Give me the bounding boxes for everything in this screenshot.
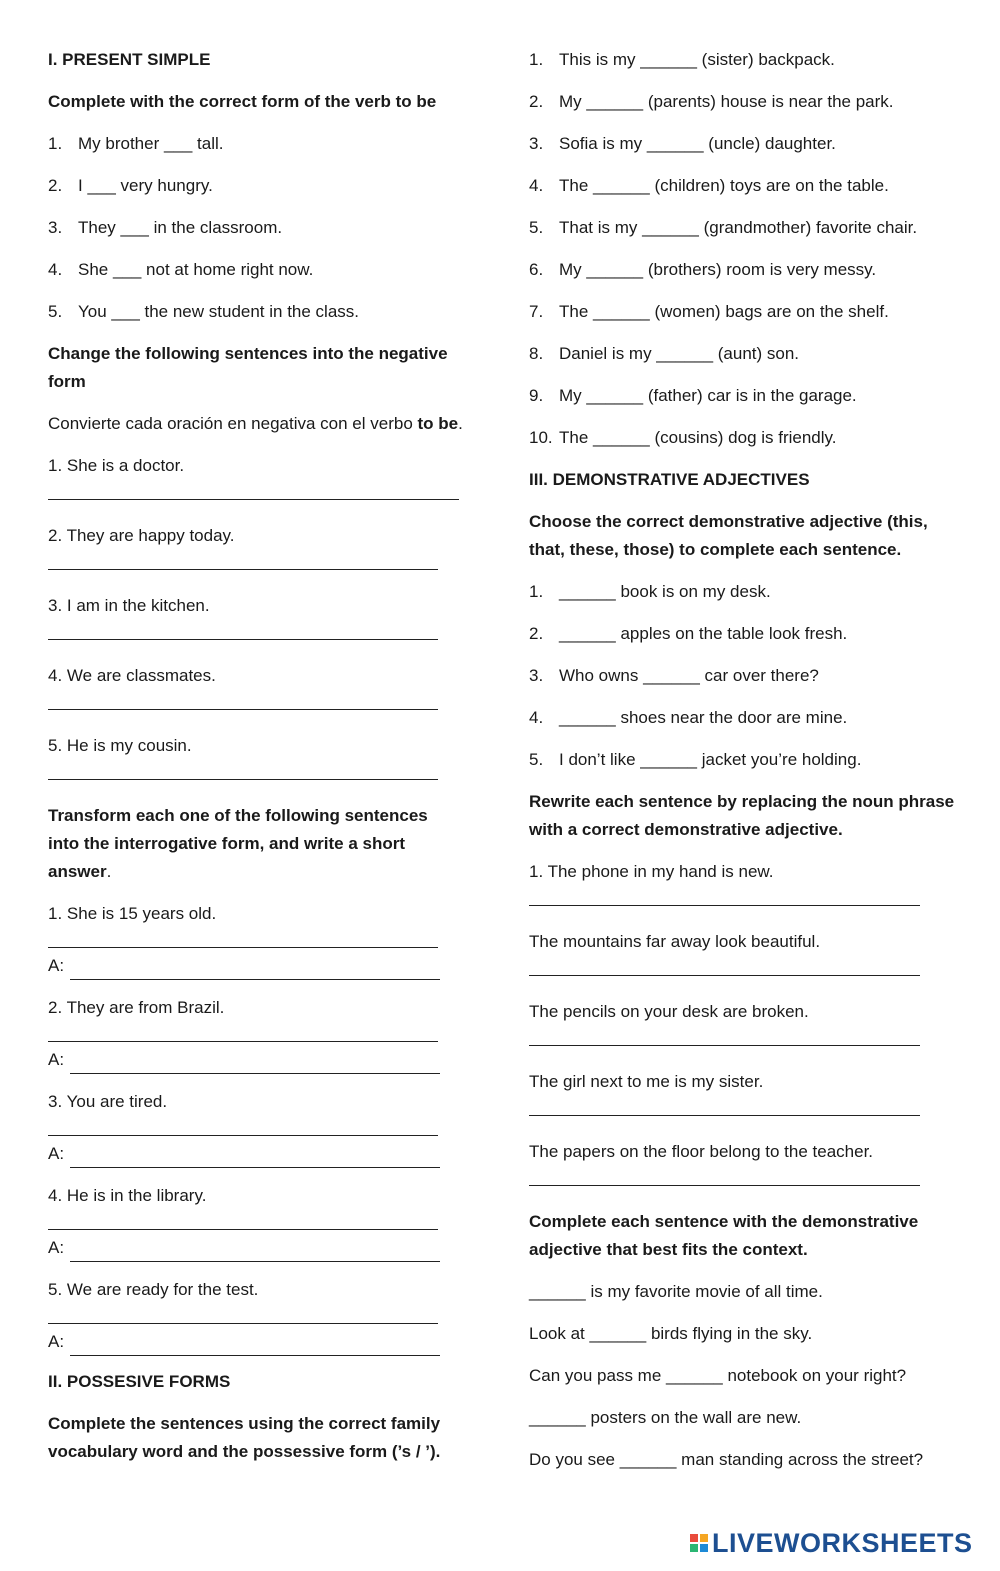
section1-instruction: Complete with the correct form of the verb to be xyxy=(48,92,437,111)
list-item: 1. She is 15 years old. xyxy=(48,904,217,923)
possessive-list xyxy=(529,46,959,452)
logo-square xyxy=(700,1544,708,1552)
list-item: ______ is my favorite movie of all time. xyxy=(529,1282,823,1301)
logo-square xyxy=(690,1534,698,1542)
answer-line[interactable] xyxy=(48,1041,438,1042)
answer-line[interactable] xyxy=(70,1247,440,1262)
answer-label: A: xyxy=(48,956,65,975)
list-item: 2. They are from Brazil. xyxy=(48,998,225,1017)
verb-to-be-list xyxy=(48,130,463,326)
liveworksheets-logo[interactable] xyxy=(690,1528,973,1558)
answer-line[interactable] xyxy=(48,779,438,780)
list-item: 1. She is a doctor. xyxy=(48,456,185,475)
left-column xyxy=(48,46,463,1466)
list-item: 4. He is in the library. xyxy=(48,1186,207,1205)
answer-label: A: xyxy=(48,1050,65,1069)
logo-square xyxy=(700,1534,708,1542)
demonstrative-list xyxy=(529,578,959,774)
list-item: 1. ______ book is on my desk. xyxy=(529,582,771,601)
short-answer-row[interactable] xyxy=(48,952,440,980)
answer-line[interactable] xyxy=(48,1229,438,1230)
list-item: Look at ______ birds flying in the sky. xyxy=(529,1324,813,1343)
short-answer-row[interactable] xyxy=(48,1234,440,1262)
list-item: 5. You ___ the new student in the class. xyxy=(48,302,360,321)
answer-label: A: xyxy=(48,1144,65,1163)
answer-line[interactable] xyxy=(529,1185,920,1186)
logo-text: LIVEWORKSHEETS xyxy=(712,1528,973,1558)
list-item: 4. We are classmates. xyxy=(48,666,216,685)
negative-instruction: Change the following sentences into the negative form xyxy=(48,344,448,391)
answer-label: A: xyxy=(48,1332,65,1351)
answer-line[interactable] xyxy=(70,1341,440,1356)
list-item: 9. My ______ (father) car is in the garage. xyxy=(529,386,857,405)
answer-line[interactable] xyxy=(70,965,440,980)
list-item: 2. ______ apples on the table look fresh. xyxy=(529,624,848,643)
list-item: 3. I am in the kitchen. xyxy=(48,596,210,615)
context-instruction: Complete each sentence with the demonstrative adjective that best fits the context. xyxy=(529,1212,919,1259)
answer-line[interactable] xyxy=(529,975,920,976)
list-item: 7. The ______ (women) bags are on the shelf. xyxy=(529,302,889,321)
answer-line[interactable] xyxy=(48,569,438,570)
list-item: 3. Sofia is my ______ (uncle) daughter. xyxy=(529,134,836,153)
section3-heading: III. DEMONSTRATIVE ADJECTIVES xyxy=(529,470,810,489)
list-item: 6. My ______ (brothers) room is very messy. xyxy=(529,260,877,279)
list-item: 1. This is my ______ (sister) backpack. xyxy=(529,50,835,69)
right-column xyxy=(529,46,959,1474)
list-item: 2. I ___ very hungry. xyxy=(48,176,213,195)
answer-label: A: xyxy=(48,1238,65,1257)
list-item: 2. My ______ (parents) house is near the park. xyxy=(529,92,894,111)
negative-spanish-instruction: Convierte cada oración en negativa con el verbo to be. xyxy=(48,414,463,433)
list-item: 10. The ______ (cousins) dog is friendly. xyxy=(529,428,837,447)
list-item: 4. ______ shoes near the door are mine. xyxy=(529,708,848,727)
list-item: The pencils on your desk are broken. xyxy=(529,1002,809,1021)
logo-square xyxy=(690,1544,698,1552)
context-list xyxy=(529,1278,959,1474)
answer-line[interactable] xyxy=(529,905,920,906)
list-item: 3. Who owns ______ car over there? xyxy=(529,666,819,685)
short-answer-row[interactable] xyxy=(48,1046,440,1074)
rewrite-list xyxy=(529,858,959,1186)
list-item: The mountains far away look beautiful. xyxy=(529,932,821,951)
answer-line[interactable] xyxy=(529,1115,920,1116)
list-item: 1. My brother ___ tall. xyxy=(48,134,224,153)
interrogative-instruction: Transform each one of the following sentences into the interrogative form, and write a short answer. xyxy=(48,806,428,881)
interrogative-list xyxy=(48,900,463,1356)
list-item: The girl next to me is my sister. xyxy=(529,1072,764,1091)
answer-line[interactable] xyxy=(70,1153,440,1168)
section3-instruction: Choose the correct demonstrative adjective (this, that, these, those) to complete each sentence. xyxy=(529,512,928,559)
answer-line[interactable] xyxy=(48,639,438,640)
short-answer-row[interactable] xyxy=(48,1140,440,1168)
answer-line[interactable] xyxy=(48,1323,438,1324)
section2-instruction: Complete the sentences using the correct family vocabulary word and the possessive form (’s / ’). xyxy=(48,1414,441,1461)
list-item: 1. The phone in my hand is new. xyxy=(529,862,774,881)
list-item: 5. I don’t like ______ jacket you’re holding. xyxy=(529,750,862,769)
negative-list xyxy=(48,452,463,780)
answer-line[interactable] xyxy=(48,499,459,500)
list-item: 4. She ___ not at home right now. xyxy=(48,260,314,279)
section1-heading: I. PRESENT SIMPLE xyxy=(48,50,211,69)
list-item: 3. They ___ in the classroom. xyxy=(48,218,283,237)
answer-line[interactable] xyxy=(529,1045,920,1046)
list-item: 5. That is my ______ (grandmother) favorite chair. xyxy=(529,218,918,237)
list-item: Do you see ______ man standing across the street? xyxy=(529,1450,924,1469)
list-item: 5. He is my cousin. xyxy=(48,736,192,755)
list-item: 2. They are happy today. xyxy=(48,526,235,545)
answer-line[interactable] xyxy=(48,1135,438,1136)
list-item: 8. Daniel is my ______ (aunt) son. xyxy=(529,344,800,363)
answer-line[interactable] xyxy=(48,709,438,710)
answer-line[interactable] xyxy=(48,947,438,948)
section2-heading: II. POSSESIVE FORMS xyxy=(48,1372,231,1391)
list-item: ______ posters on the wall are new. xyxy=(529,1408,802,1427)
answer-line[interactable] xyxy=(70,1059,440,1074)
rewrite-instruction: Rewrite each sentence by replacing the noun phrase with a correct demonstrative adjective. xyxy=(529,792,955,839)
list-item: Can you pass me ______ notebook on your right? xyxy=(529,1366,907,1385)
list-item: 5. We are ready for the test. xyxy=(48,1280,259,1299)
short-answer-row[interactable] xyxy=(48,1328,440,1356)
list-item: 3. You are tired. xyxy=(48,1092,168,1111)
list-item: 4. The ______ (children) toys are on the table. xyxy=(529,176,889,195)
logo-mark-icon xyxy=(690,1534,708,1552)
list-item: The papers on the floor belong to the teacher. xyxy=(529,1142,874,1161)
